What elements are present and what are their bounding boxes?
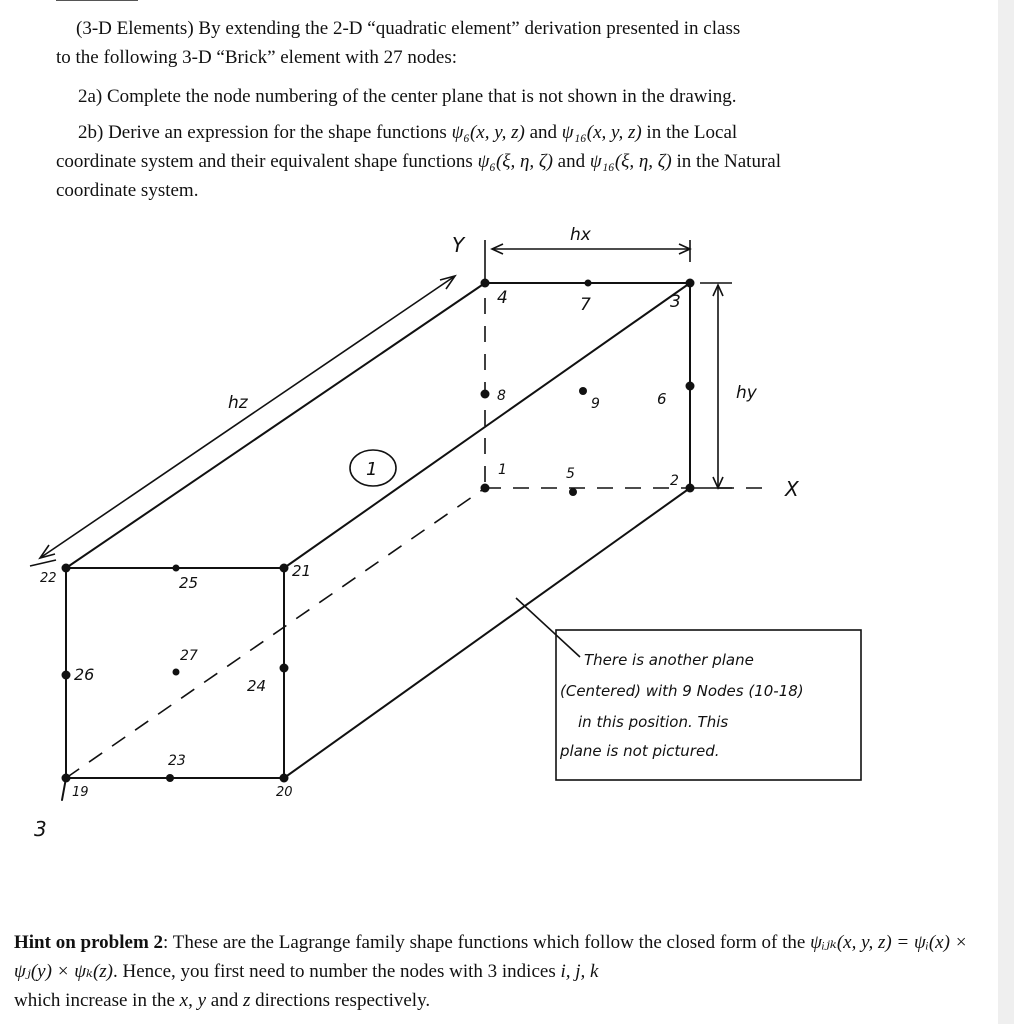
node-dot	[686, 382, 695, 391]
axis-z-label: 3	[34, 817, 47, 841]
hint-text: . Hence, you first need to number the nodes with 3 indices	[113, 961, 561, 982]
part-b-line-3: coordinate system.	[56, 180, 199, 201]
node-dot	[280, 664, 289, 673]
node-label-22: 22	[40, 571, 57, 586]
node-label-2: 2	[670, 473, 679, 489]
node-dot	[569, 488, 577, 496]
hint-sep: and	[206, 990, 243, 1011]
part-b-text: in the Natural	[671, 151, 781, 172]
psi6-natural: ψ₆(ξ, η, ζ)	[477, 151, 553, 172]
part-b-and: and	[552, 151, 590, 172]
note-line-3: in this position. This	[578, 713, 729, 731]
hint-formula: ψᵢⱼₖ(x, y, z) = ψᵢ(x) × ψⱼ(y) × ψₖ(z)	[14, 932, 968, 982]
hint-text: directions respectively.	[250, 990, 431, 1011]
psi16-local: ψ₁₆(x, y, z)	[561, 122, 642, 143]
node-label-8: 8	[497, 388, 506, 404]
node-dot	[62, 774, 71, 783]
node-dot	[686, 484, 695, 493]
hint-indices: i, j, k	[560, 961, 599, 982]
problem-line-1: (3-D Elements) By extending the 2-D “quadratic element” derivation presented in class	[76, 18, 741, 39]
hint-dir-x: x	[179, 990, 189, 1011]
node-dot	[579, 387, 587, 395]
hint-paragraph	[14, 928, 994, 1015]
part-b-text: in the Local	[641, 122, 738, 143]
node-dot	[62, 671, 71, 680]
problem-line-2: to the following 3-D “Brick” element with 27 nodes:	[56, 47, 458, 68]
note-line-1: There is another plane	[584, 651, 754, 669]
edge-top-left	[66, 283, 485, 568]
hz-arrow-bottom	[40, 545, 55, 558]
node-label-25: 25	[179, 574, 199, 592]
hz-dimension-line	[40, 276, 455, 558]
axis-x-label: X	[785, 477, 799, 501]
node-dot	[166, 774, 174, 782]
part-b-text: 2b) Derive an expression for the shape functions	[78, 122, 452, 143]
note-leader-line	[516, 598, 580, 657]
note-line-4: plane is not pictured.	[560, 742, 720, 760]
node-dot	[62, 564, 71, 573]
axis-y-label: Y	[452, 233, 465, 257]
dim-hz-label: hz	[228, 393, 248, 413]
node-label-4: 4	[497, 288, 508, 308]
hint-dir-y: y	[197, 990, 207, 1011]
node-label-6: 6	[657, 390, 667, 408]
node-label-9: 9	[591, 396, 600, 412]
node-label-26: 26	[74, 665, 95, 684]
node-label-3: 3	[670, 292, 681, 312]
part-b-and: and	[524, 122, 562, 143]
node-label-7: 7	[580, 295, 591, 315]
edge-top-right	[284, 283, 690, 568]
node-label-5: 5	[566, 466, 575, 482]
node-label-1: 1	[498, 462, 507, 478]
node-dot	[481, 484, 490, 493]
node-dot	[280, 564, 289, 573]
node-label-24: 24	[247, 677, 267, 695]
hint-dir-z: z	[242, 990, 251, 1011]
node-dot	[686, 279, 695, 288]
hz-tick-bottom	[30, 560, 56, 566]
node-dot	[481, 279, 490, 288]
node-dot	[173, 565, 180, 572]
dim-hx-label: hx	[570, 225, 591, 245]
psi16-natural: ψ₁₆(ξ, η, ζ)	[589, 151, 672, 172]
part-b-text: coordinate system and their equivalent shape functions	[56, 151, 478, 172]
node-dot	[481, 390, 490, 399]
hz-arrow-top	[440, 276, 455, 289]
node-dot	[585, 280, 592, 287]
node-dot	[173, 669, 180, 676]
hint-sep: ,	[188, 990, 198, 1011]
scrollbar-track[interactable]	[998, 0, 1014, 1024]
hint-text: : These are the Lagrange family shape functions which follow the closed form of the	[163, 932, 811, 953]
part-a: 2a) Complete the node numbering of the center plane that is not shown in the drawing.	[78, 86, 737, 107]
edge-bottom-right	[284, 488, 690, 778]
hint-text: which increase in the	[14, 990, 180, 1011]
note-line-2: (Centered) with 9 Nodes (10-18)	[560, 682, 804, 700]
node-label-20: 20	[276, 785, 293, 800]
node-label-19: 19	[72, 785, 89, 800]
node-dot	[280, 774, 289, 783]
hint-label: Hint on problem 2	[14, 932, 164, 953]
node-label-27: 27	[180, 648, 198, 664]
dim-hy-label: hy	[736, 383, 757, 403]
psi6-local: ψ₆(x, y, z)	[451, 122, 525, 143]
hidden-edge-bottom-left	[66, 488, 485, 778]
node-label-23: 23	[168, 753, 186, 769]
element-number: 1	[366, 459, 378, 480]
node-label-21: 21	[292, 562, 312, 580]
